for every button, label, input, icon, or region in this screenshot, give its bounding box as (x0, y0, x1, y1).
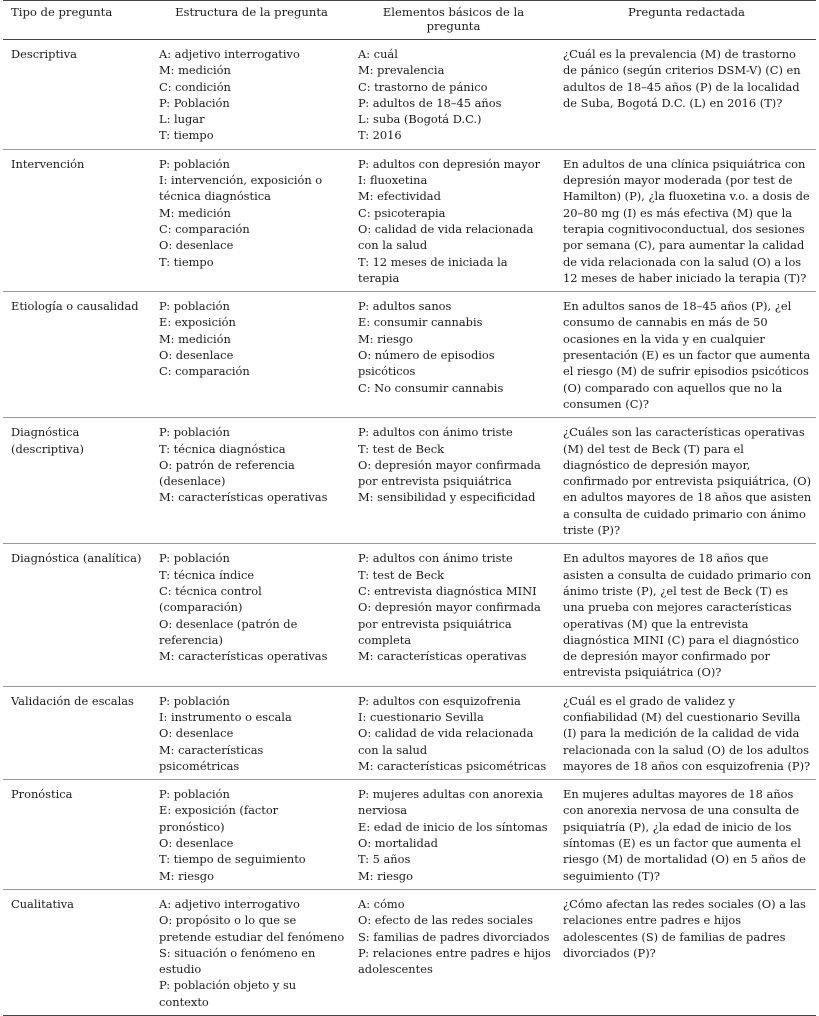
elementos-item: P: relaciones entre padres e hijos adolescentes (358, 945, 551, 977)
estructura-item: O: propósito o lo que se pretende estudiar del fenómeno (159, 913, 345, 944)
estructura-item: T: tiempo (159, 128, 214, 143)
estructura-item: P: población objeto y su contexto (159, 978, 297, 1009)
estructura-item: P: población (159, 425, 230, 440)
elementos-item: E: consumir cannabis (358, 315, 483, 330)
table-row (3, 292, 816, 418)
header-pregunta: Pregunta redactada (555, 1, 816, 40)
estructura-item: M: características operativas (159, 649, 328, 664)
elementos-item: T: 5 años (358, 852, 411, 867)
estructura-item: M: riesgo (159, 868, 214, 883)
header-row (3, 1, 816, 40)
table-row (3, 40, 816, 150)
cell-tipo: Diagnóstica (analítica) (3, 544, 151, 686)
table-row (3, 889, 816, 1015)
cell-estructura (151, 780, 350, 890)
cell-pregunta: ¿Cómo afectan las redes sociales (O) a las relaciones entre padres e hijos adolescentes (S) de familias de padres divorciados (P)? (555, 889, 816, 1015)
estructura-item: P: población (159, 156, 230, 171)
estructura-item: M: medición (159, 205, 231, 220)
cell-elementos (350, 418, 555, 544)
estructura-item: C: condición (159, 79, 231, 94)
cell-elementos (350, 292, 555, 418)
elementos-item: T: 12 meses de iniciada la terapia (358, 254, 508, 285)
cell-pregunta: En adultos de una clínica psiquiátrica con depresión mayor moderada (por test de Hamilton) (P), ¿la fluoxetina v.o. a dosis de 20–80 mg (I) es más efectiva (M) que la terapia cognitivoconductual, dos sesiones por semana (C), para aumentar la calidad de vida relacionada con la salud (O) a los 12 meses de haber iniciado la terapia (T)? (555, 149, 816, 291)
estructura-item: A: adjetivo interrogativo (159, 896, 300, 911)
cell-elementos (350, 40, 555, 150)
estructura-item: M: medición (159, 63, 231, 78)
elementos-item: M: características operativas (358, 649, 527, 664)
header-elementos: Elementos básicos de la pregunta (350, 1, 555, 40)
table-header (3, 1, 816, 40)
elementos-item: S: familias de padres divorciados (358, 929, 550, 944)
estructura-item: L: lugar (159, 112, 205, 127)
cell-elementos (350, 544, 555, 686)
elementos-item: E: edad de inicio de los síntomas (358, 819, 548, 834)
estructura-item: C: comparación (159, 221, 250, 236)
estructura-item: T: tiempo de seguimiento (159, 852, 306, 867)
elementos-item: M: riesgo (358, 331, 413, 346)
elementos-item: T: 2016 (358, 128, 402, 143)
cell-elementos (350, 149, 555, 291)
estructura-item: S: situación o fenómeno en estudio (159, 945, 316, 977)
header-estructura: Estructura de la pregunta (151, 1, 350, 40)
elementos-item: M: riesgo (358, 868, 413, 883)
elementos-item: O: calidad de vida relacionada con la salud (358, 726, 534, 757)
estructura-item: I: instrumento o escala (159, 709, 292, 724)
table-row (3, 149, 816, 291)
table-row (3, 780, 816, 890)
elementos-item: M: sensibilidad y especificidad (358, 490, 536, 505)
elementos-item: C: psicoterapia (358, 205, 446, 220)
elementos-item: M: prevalencia (358, 63, 445, 78)
elementos-item: O: calidad de vida relacionada con la salud (358, 221, 534, 253)
estructura-item: O: desenlace (159, 238, 234, 253)
estructura-item: M: características operativas (159, 490, 328, 505)
elementos-item: P: mujeres adultas con anorexia nerviosa (358, 787, 543, 818)
estructura-item: O: desenlace (159, 726, 234, 741)
header-tipo: Tipo de pregunta (3, 1, 151, 40)
estructura-item: T: técnica diagnóstica (159, 441, 286, 456)
estructura-item: T: tiempo (159, 254, 214, 269)
elementos-item: A: cuál (358, 47, 398, 61)
elementos-item: O: efecto de las redes sociales (358, 913, 533, 928)
cell-pregunta: ¿Cuál es la prevalencia (M) de trastorno de pánico (según criterios DSM-V) (C) en adultos de 18–45 años (P) de la localidad de Suba, Bogotá D.C. (L) en 2016 (T)? (555, 40, 816, 150)
estructura-item: O: desenlace (159, 348, 234, 363)
elementos-item: C: trastorno de pánico (358, 79, 488, 94)
cell-pregunta: En mujeres adultas mayores de 18 años con anorexia nervosa de una consulta de psiquiatría (P), ¿la edad de inicio de los síntomas (E) es un factor que aumenta el riesgo (M) de mortalidad (O) en 5 años de seguimiento (T)? (555, 780, 816, 890)
cell-tipo: Etiología o causalidad (3, 292, 151, 418)
elementos-item: A: cómo (358, 896, 405, 911)
estructura-item: I: intervención, exposición o técnica diagnóstica (159, 173, 323, 204)
estructura-item: P: población (159, 787, 230, 802)
estructura-item: C: técnica control (comparación) (159, 583, 262, 615)
cell-elementos (350, 686, 555, 779)
elementos-item: P: adultos con ánimo triste (358, 551, 513, 566)
elementos-item: C: entrevista diagnóstica MINI (358, 583, 537, 598)
elementos-item: T: test de Beck (358, 441, 445, 456)
elementos-item: T: test de Beck (358, 567, 445, 582)
cell-pregunta: En adultos mayores de 18 años que asisten a consulta de cuidado primario con ánimo triste (P), ¿el test de Beck (T) es una prueba con mejores características operativas (M) que la entrevista diagnóstica MINI (C) para el diagnóstico de depresión mayor confirmado por entrevista psiquiátrica (O)? (555, 544, 816, 686)
estructura-item: P: población (159, 551, 230, 566)
cell-pregunta: En adultos sanos de 18–45 años (P), ¿el consumo de cannabis en más de 50 ocasiones en la vida y en cualquier presentación (E) es un factor que aumenta el riesgo (M) de sufrir episodios psicóticos (O) comparado con aquellos que no la consumen (C)? (555, 292, 816, 418)
table-body (3, 40, 816, 1016)
elementos-item: O: número de episodios psicóticos (358, 348, 495, 379)
cell-tipo: Validación de escalas (3, 686, 151, 779)
estructura-item: O: desenlace (159, 836, 234, 851)
elementos-item: L: suba (Bogotá D.C.) (358, 112, 482, 127)
elementos-item: P: adultos con depresión mayor (358, 156, 541, 171)
estructura-item: M: medición (159, 331, 231, 346)
elementos-item: P: adultos sanos (358, 299, 452, 314)
estructura-item: O: desenlace (patrón de referencia) (159, 616, 298, 647)
cell-tipo: Intervención (3, 149, 151, 291)
elementos-item: O: depresión mayor confirmada por entrevista psiquiátrica completa (358, 600, 541, 647)
cell-estructura (151, 40, 350, 150)
cell-estructura (151, 544, 350, 686)
elementos-item: I: cuestionario Sevilla (358, 709, 484, 724)
estructura-item: P: población (159, 299, 230, 314)
estructura-item: O: patrón de referencia (desenlace) (159, 457, 295, 489)
cell-elementos (350, 889, 555, 1015)
estructura-item: E: exposición (factor pronóstico) (159, 803, 279, 834)
cell-pregunta: ¿Cuál es el grado de validez y confiabilidad (M) del cuestionario Sevilla (I) para la medición de la calidad de vida relacionada con la salud (O) de los adultos mayores de 18 años con esquizofrenia (P)? (555, 686, 816, 779)
cell-tipo: Descriptiva (3, 40, 151, 150)
estructura-item: C: comparación (159, 364, 250, 379)
cell-tipo: Cualitativa (3, 889, 151, 1015)
table-row (3, 418, 816, 544)
elementos-item: O: mortalidad (358, 836, 438, 851)
elementos-item: P: adultos con ánimo triste (358, 425, 513, 440)
elementos-item: I: fluoxetina (358, 173, 428, 188)
cell-estructura (151, 418, 350, 544)
cell-estructura (151, 889, 350, 1015)
elementos-item: P: adultos de 18–45 años (358, 95, 502, 110)
estructura-item: P: Población (159, 95, 230, 110)
estructura-item: T: técnica índice (159, 567, 255, 582)
elementos-item: P: adultos con esquizofrenia (358, 693, 521, 708)
cell-tipo: Pronóstica (3, 780, 151, 890)
elementos-item: O: depresión mayor confirmada por entrevista psiquiátrica (358, 457, 541, 489)
estructura-item: E: exposición (159, 315, 236, 330)
cell-elementos (350, 780, 555, 890)
table-row (3, 686, 816, 779)
cell-estructura (151, 686, 350, 779)
cell-tipo: Diagnóstica (descriptiva) (3, 418, 151, 544)
estructura-item: M: características psicométricas (159, 742, 264, 773)
estructura-item: P: población (159, 693, 230, 708)
elementos-item: M: efectividad (358, 189, 441, 204)
cell-estructura (151, 149, 350, 291)
cell-estructura (151, 292, 350, 418)
elementos-item: M: características psicométricas (358, 758, 547, 773)
elementos-item: C: No consumir cannabis (358, 380, 504, 395)
estructura-item: A: adjetivo interrogativo (159, 47, 300, 61)
table-row (3, 544, 816, 686)
question-types-table (3, 0, 816, 1016)
cell-pregunta: ¿Cuáles son las características operativas (M) del test de Beck (T) para el diagnóstico de depresión mayor, confirmado por entrevista psiquiátrica, (O) en adultos mayores de 18 años que asisten a consulta de cuidado primario con ánimo triste (P)? (555, 418, 816, 544)
